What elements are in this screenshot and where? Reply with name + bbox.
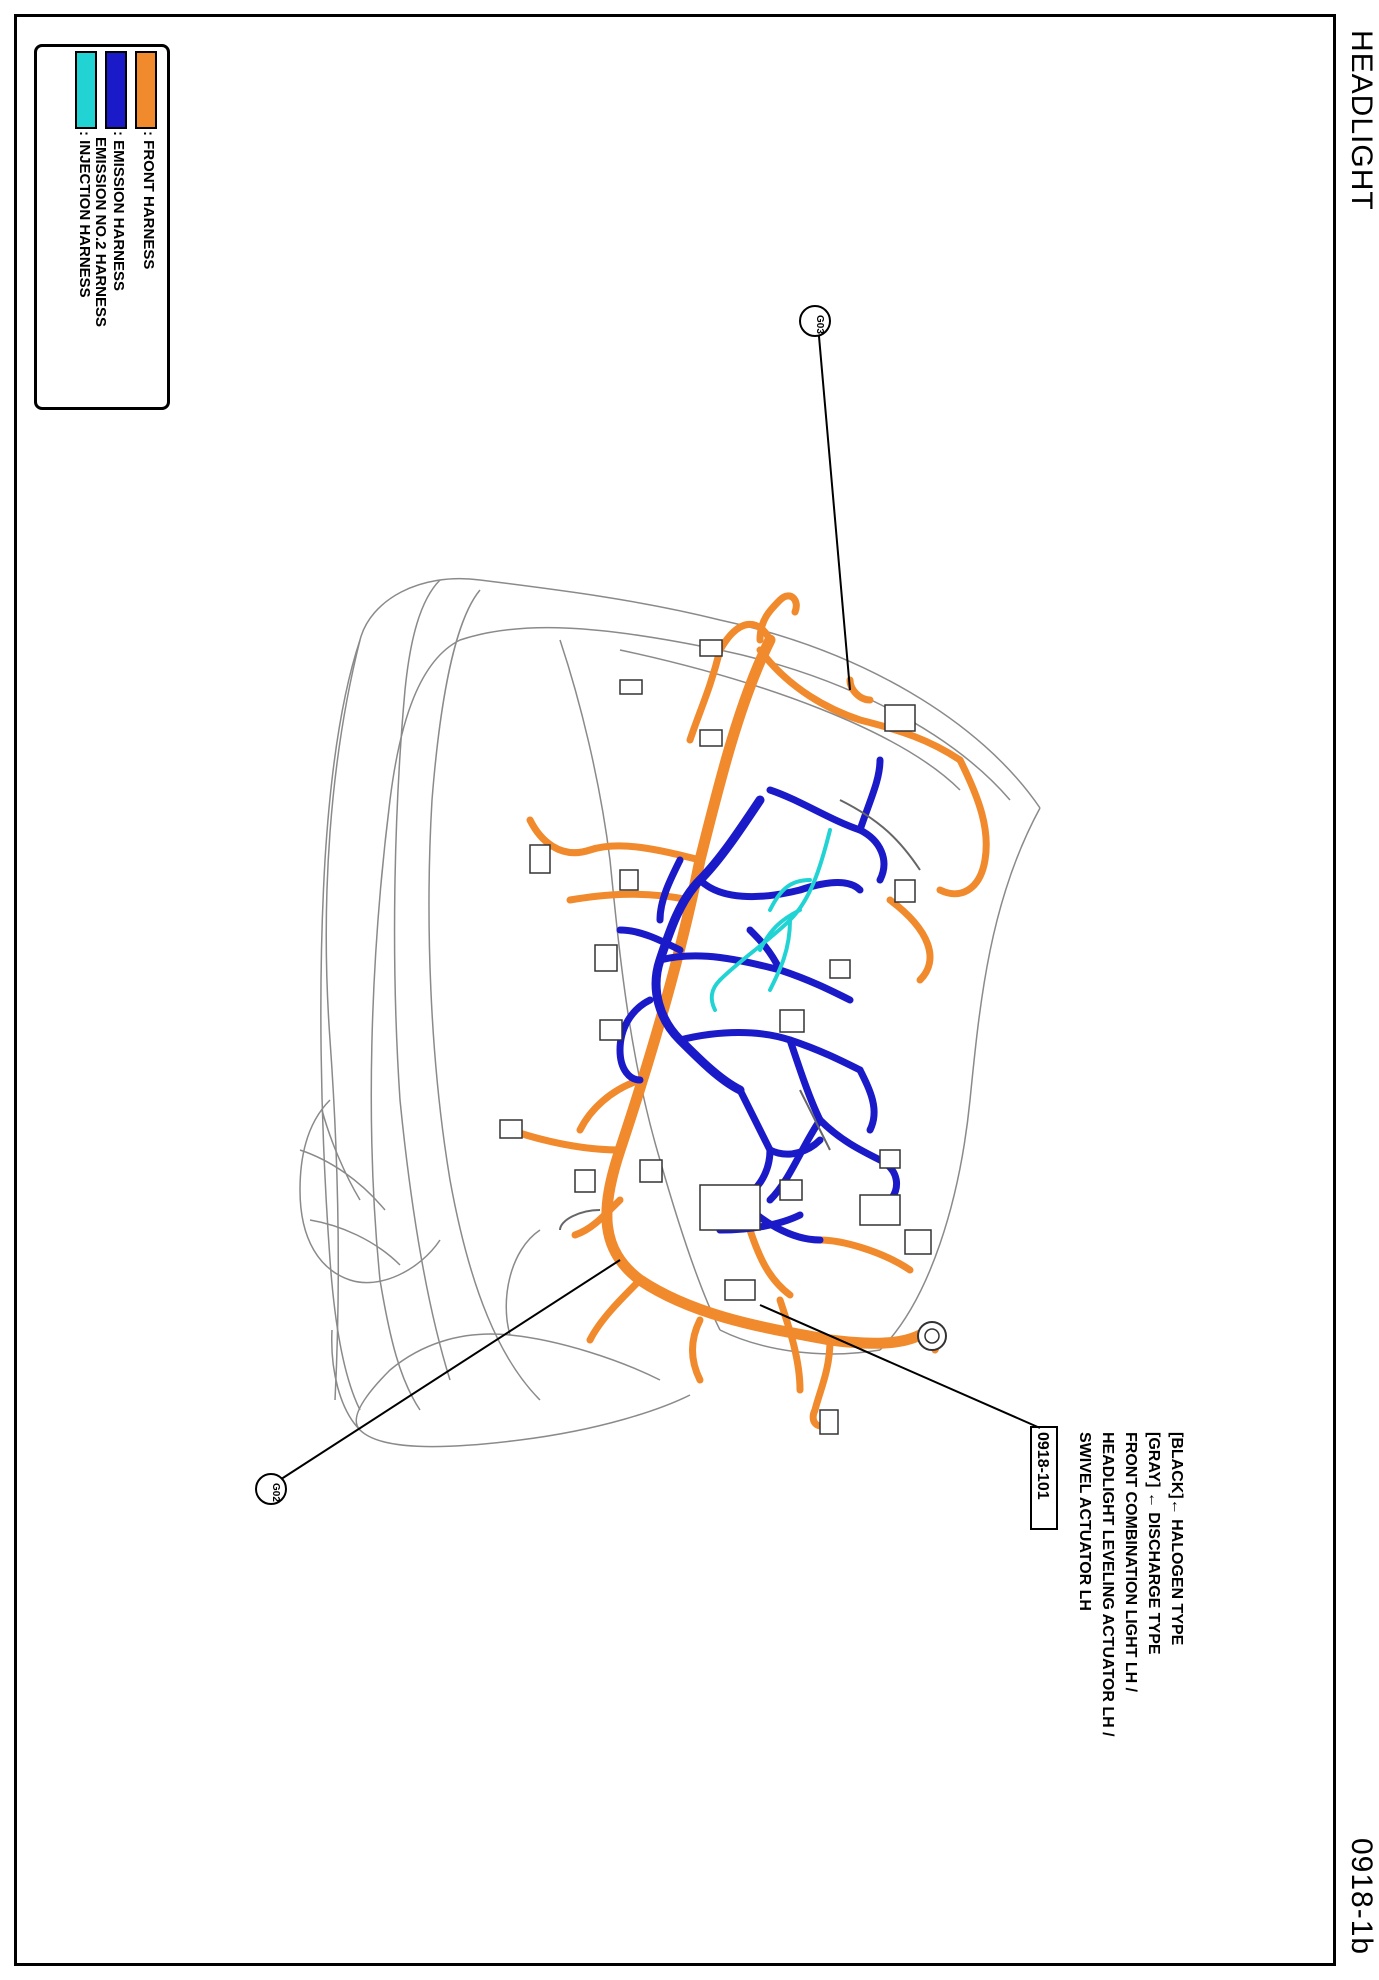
page-code: 0918-1b	[1345, 1838, 1378, 1956]
callout-line-1: [BLACK]← HALOGEN TYPE	[1168, 1432, 1185, 1646]
ground-g02	[255, 1473, 287, 1505]
callout-line-5: SWIVEL ACTUATOR LH	[1076, 1432, 1093, 1611]
ground-g03-label: G03	[814, 315, 825, 334]
callout-line-3: FRONT COMBINATION LIGHT LH /	[1122, 1432, 1139, 1693]
legend-label-front: : FRONT HARNESS	[140, 131, 157, 270]
callout-ref: 0918-101	[1034, 1432, 1051, 1500]
callout-line-2: [GRAY] ← DISCHARGE TYPE	[1145, 1432, 1162, 1655]
leader-lines	[272, 325, 1040, 1485]
page-title: HEADLIGHT	[1345, 30, 1378, 211]
ground-g03	[799, 305, 831, 337]
ground-g02-label: G02	[270, 1483, 281, 1502]
callout-line-4: HEADLIGHT LEVELING ACTUATOR LH /	[1099, 1432, 1116, 1737]
legend-label-emission: : EMISSION HARNESS	[110, 131, 127, 292]
legend-label-injection: : INJECTION HARNESS	[76, 131, 93, 298]
vehicle-outline	[300, 579, 1040, 1447]
legend-label-emission-no2: EMISSION NO.2 HARNESS	[92, 137, 109, 328]
grommet	[918, 1322, 946, 1350]
